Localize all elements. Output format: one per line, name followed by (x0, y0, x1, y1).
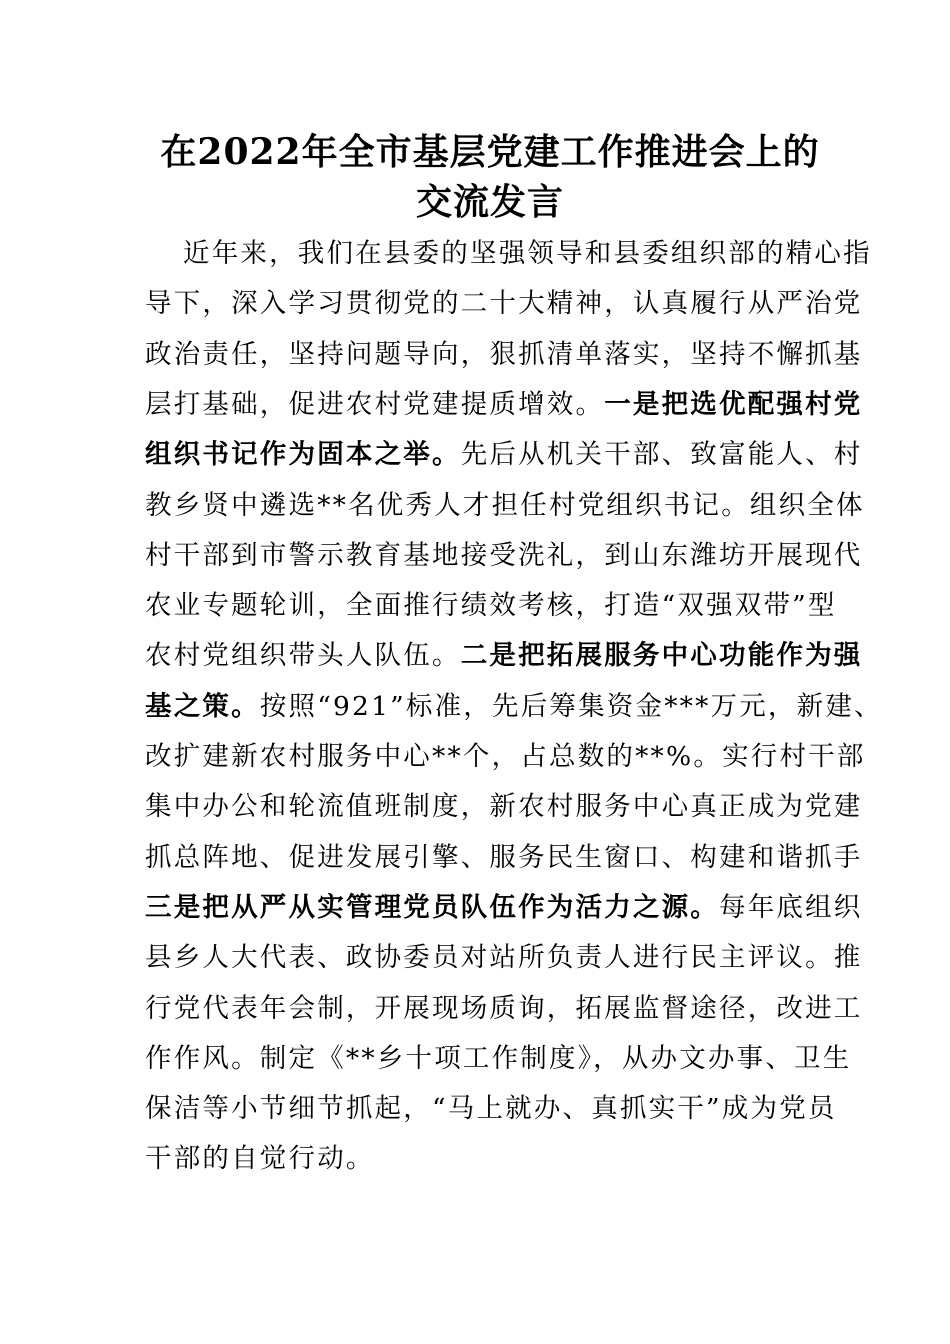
text-segment: 干部的自觉行动。 (145, 1143, 375, 1175)
body-line (145, 638, 863, 674)
body-line (145, 739, 866, 775)
body-line (145, 890, 863, 926)
document-title-line-1: 在2022年全市基层党建工作推进会上的 (160, 131, 820, 173)
bold-text-segment: 组织书记作为固本之举。 (145, 439, 461, 471)
bold-text-segment: 基之策。 (145, 690, 260, 722)
bold-text-segment: 二是把拓展服务中心功能作为强 (460, 640, 863, 672)
text-segment: 每年底组织 (719, 891, 863, 923)
body-line (145, 337, 863, 373)
text-segment: 集中办公和轮流值班制度，新农村服务中心真正成为党建 (145, 791, 863, 823)
body-line (145, 588, 845, 624)
text-segment: 农村党组织带头人队伍。 (145, 640, 461, 672)
text-segment: 层打基础，促进农村党建提质增效。 (145, 388, 605, 420)
body-line (145, 538, 863, 574)
body-line (183, 236, 883, 272)
text-segment: 行党代表年会制，开展现场质询，拓展监督途径，改进工 (145, 992, 863, 1024)
text-segment: 按照“921”标准，先后筹集资金***万元，新建、 (259, 690, 883, 722)
body-line (145, 840, 863, 876)
document-title-line-2: 交流发言 (415, 181, 564, 223)
text-segment: 抓总阵地、促进发展引擎、服务民生窗口、构建和谐抓手 (145, 841, 863, 873)
text-segment: 作作风。制定《**乡十项工作制度》，从办文办事、卫生 (145, 1042, 852, 1074)
body-line (145, 488, 865, 524)
text-segment: 农业专题轮训，全面推行绩效考核，打造“双强双带”型 (145, 590, 837, 622)
text-segment: 村干部到市警示教育基地接受洗礼，到山东潍坊开展现代 (145, 539, 863, 571)
body-line (145, 1141, 845, 1177)
text-segment: 保洁等小节细节抓起，“马上就办、真抓实干”成为党员 (145, 1093, 837, 1125)
body-line (145, 991, 863, 1027)
bold-text-segment: 一是把选优配强村党 (604, 388, 863, 420)
body-line (145, 1091, 845, 1127)
bold-text-segment: 三是把从严从实管理党员队伍作为活力之源。 (145, 891, 719, 923)
body-line (145, 689, 883, 725)
text-segment: 政治责任，坚持问题导向，狠抓清单落实，坚持不懈抓基 (145, 338, 863, 370)
text-segment: 导下，深入学习贯彻党的二十大精神，认真履行从严治党 (145, 288, 863, 320)
body-line (145, 940, 863, 976)
body-line (145, 286, 863, 322)
text-segment: 教乡贤中遴选**名优秀人才担任村党组织书记。组织全体 (145, 489, 865, 521)
body-line (145, 437, 863, 473)
body-line (145, 387, 863, 423)
body-line (145, 789, 863, 825)
body-line (145, 1041, 852, 1077)
text-segment: 县乡人大代表、政协委员对站所负责人进行民主评议。推 (145, 942, 863, 974)
text-segment: 先后从机关干部、致富能人、村 (460, 439, 863, 471)
text-segment: 近年来，我们在县委的坚强领导和县委组织部的精心指 (183, 238, 872, 269)
text-segment: 改扩建新农村服务中心**个，占总数的**%。实行村干部 (145, 741, 866, 772)
